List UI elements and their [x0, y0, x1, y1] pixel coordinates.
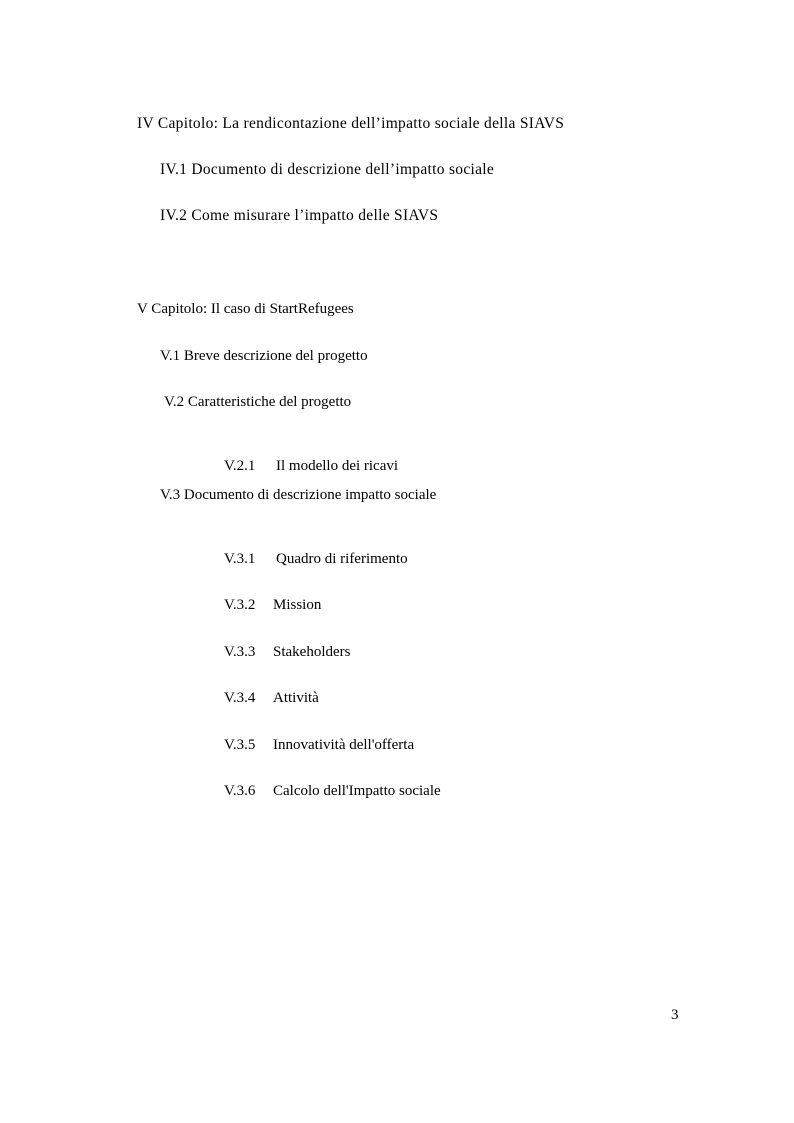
toc-chapter-5-title: V Capitolo: Il caso di StartRefugees	[137, 301, 354, 317]
toc-subsection-label: Innovatività dell'offerta	[273, 737, 415, 753]
toc-subsection-label: Il modello dei ricavi	[276, 458, 399, 474]
toc-subsection-5-3-4	[209, 671, 319, 725]
toc-subsection-number: V.3.3	[224, 644, 256, 660]
toc-subsection-label: Quadro di riferimento	[276, 551, 408, 567]
toc-section-5-2: V.2 Caratteristiche del progetto	[164, 394, 352, 410]
toc-subsection-number: V.3.4	[224, 690, 256, 706]
toc-chapter-4-title: IV Capitolo: La rendicontazione dell’impatto sociale della SIAVS	[137, 115, 565, 132]
toc-subsection-number: V.3.2	[224, 597, 256, 613]
toc-subsection-number: V.3.1	[224, 551, 256, 567]
toc-subsection-5-3-2	[209, 578, 321, 632]
toc-section-4-2: IV.2 Come misurare l’impatto delle SIAVS	[160, 207, 439, 224]
toc-subsection-label: Calcolo dell'Impatto sociale	[273, 783, 441, 799]
toc-subsection-5-2-1	[209, 439, 398, 493]
toc-section-4-1: IV.1 Documento di descrizione dell’impatto sociale	[160, 161, 495, 178]
toc-section-5-3: V.3 Documento di descrizione impatto sociale	[160, 487, 437, 503]
toc-subsection-label: Stakeholders	[273, 644, 351, 660]
toc-subsection-5-3-6	[209, 764, 441, 818]
toc-subsection-number: V.2.1	[224, 458, 256, 474]
toc-subsection-number: V.3.6	[224, 783, 256, 799]
toc-section-5-1: V.1 Breve descrizione del progetto	[160, 348, 368, 364]
page-number: 3	[671, 1007, 679, 1023]
toc-subsection-label: Attività	[273, 690, 319, 706]
toc-subsection-number: V.3.5	[224, 737, 256, 753]
toc-subsection-label: Mission	[273, 597, 322, 613]
